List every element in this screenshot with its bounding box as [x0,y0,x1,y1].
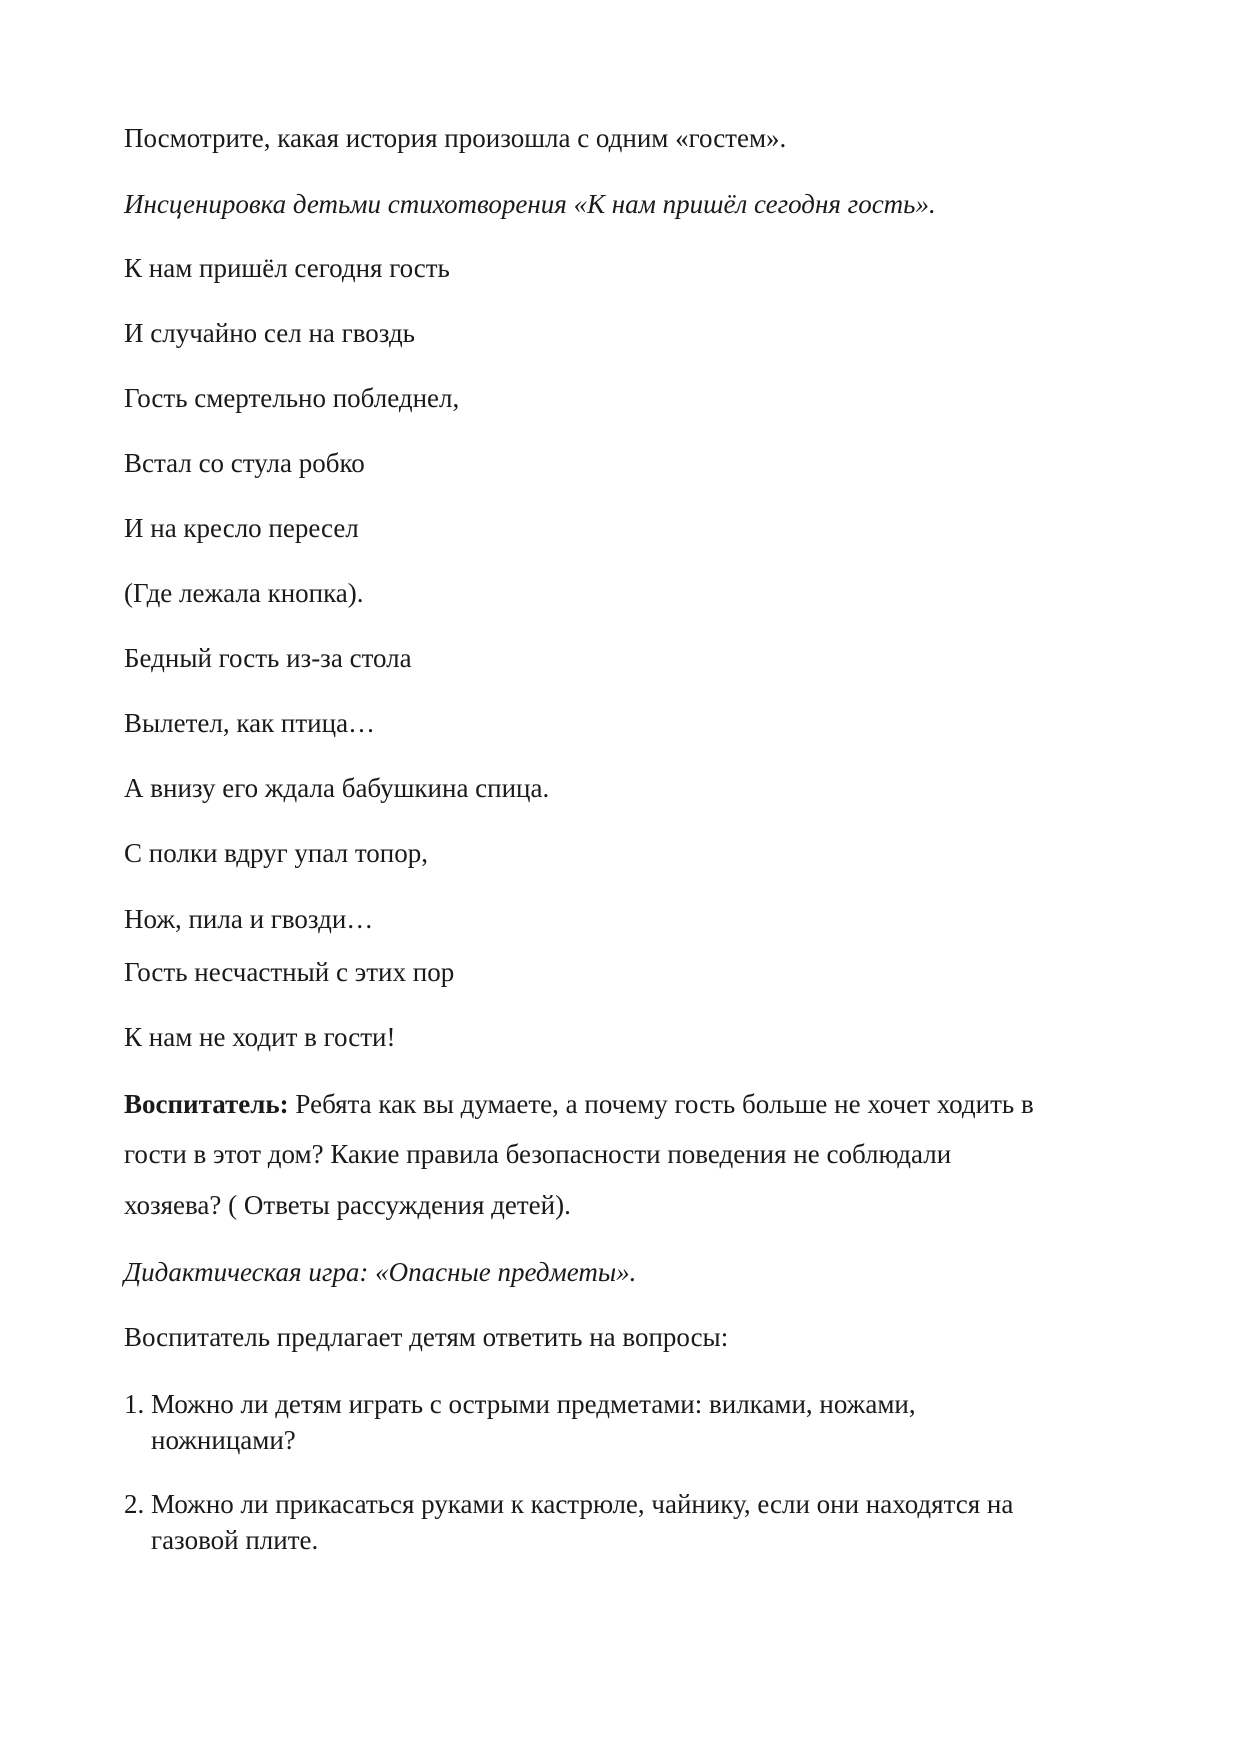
game-title: Дидактическая игра: «Опасные предметы». [124,1257,637,1287]
teacher-speech-line [124,1088,1034,1120]
poem-line: (Где лежала кнопка). [124,578,364,608]
teacher-speech-line: хозяева? ( Ответы рассуждения детей). [124,1190,571,1220]
staging-title: Инсценировка детьми стихотворения «К нам пришёл сегодня гость». [124,189,936,219]
poem-line: Гость несчастный с этих пор [124,957,455,987]
intro-paragraph: Посмотрите, какая история произошла с одним «гостем». [124,123,787,153]
teacher-speech-text: Ребята как вы думаете, а почему гость больше не хочет ходить в [288,1089,1034,1119]
poem-line: И случайно сел на гвоздь [124,318,415,348]
poem-line: И на кресло пересел [124,513,359,543]
poem-line: Гость смертельно побледнел, [124,383,460,413]
question-text: Можно ли детям играть с острыми предметами: вилками, ножами, [151,1389,916,1419]
poem-line: Вылетел, как птица… [124,708,376,738]
poem-line: Нож, пила и гвозди… [124,904,374,934]
game-intro: Воспитатель предлагает детям ответить на вопросы: [124,1322,729,1352]
speaker-label: Воспитатель: [124,1089,289,1119]
poem-line: Встал со стула робко [124,448,365,478]
question-number: 2. [124,1489,145,1519]
poem-line: А внизу его ждала бабушкина спица. [124,773,550,803]
question-text: ножницами? [151,1425,296,1455]
poem-line: Бедный гость из-за стола [124,643,412,673]
poem-line: К нам пришёл сегодня гость [124,253,450,283]
poem-line: С полки вдруг упал топор, [124,838,428,868]
question-number: 1. [124,1389,145,1419]
question-text: газовой плите. [151,1525,319,1555]
question-text: Можно ли прикасаться руками к кастрюле, чайнику, если они находятся на [151,1489,1014,1519]
poem-line: К нам не ходит в гости! [124,1022,396,1052]
teacher-speech-line: гости в этот дом? Какие правила безопасности поведения не соблюдали [124,1139,952,1169]
